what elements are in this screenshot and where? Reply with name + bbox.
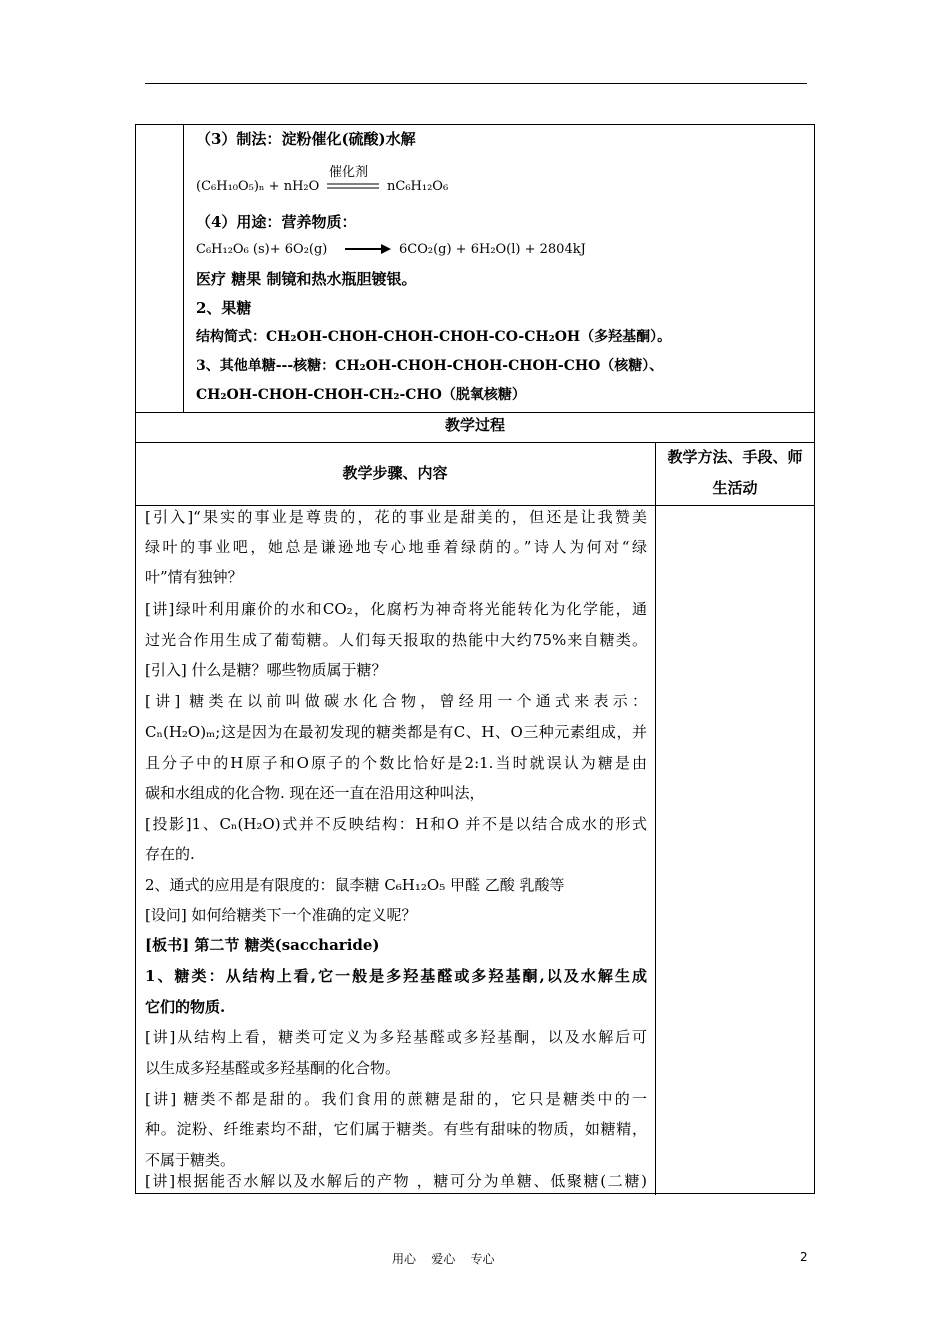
body-line: 过光合作用生成了葡萄糖。人们每天报取的热能中大约75%来自糖类。 [145,631,647,649]
body-line: 绿叶的事业吧，她总是谦逊地专心地垂着绿荫的。”诗人为何对“绿 [145,538,647,556]
teaching-process-header: 教学过程 [444,416,505,434]
body-line: 2、通式的应用是有限度的：鼠李糖 C₆H₁₂O₅ 甲醛 乙酸 乳酸等 [145,876,565,894]
catalyst-label: 催化剂 [329,165,369,180]
method-header-line1: 教学方法、手段、师 [667,448,803,466]
equation-left: (C₆H₁₀O₅)ₙ + nH₂O [196,179,320,194]
method-column-divider [655,442,656,1195]
method-header-line2: 生活动 [712,479,758,497]
applications-line: 医疗 糖果 制镜和热水瓶胆镀银。 [196,270,417,288]
body-line: [板书] 第二节 糖类(saccharide) [145,936,380,954]
row-divider [136,505,814,506]
body-line: 不属于糖类。 [145,1151,236,1169]
row-divider [136,442,814,443]
body-line: 碳和水组成的化合物. 现在还一直在沿用这种叫法， [145,784,485,802]
row-divider [136,412,814,413]
other-monosaccharides: 3、其他单糖---核糖：CH₂OH-CHOH-CHOH-CHOH-CHO（核糖）、 [196,358,664,374]
left-column-divider [183,125,184,412]
body-line: 1、糖类：从结构上看,它一般是多羟基醛或多羟基酮,以及水解生成 [145,967,647,985]
body-line: [讲] 糖类不都是甜的。我们食用的蔗糖是甜的，它只是糖类中的一 [145,1090,647,1108]
body-line: 且分子中的H原子和O原子的个数比恰好是2:1.当时就误认为糖是由 [145,754,647,772]
use-line: （4）用途：营养物质： [196,213,357,231]
body-line: [设问] 如何给糖类下一个准确的定义呢？ [145,906,417,924]
body-line: 它们的物质. [145,998,226,1016]
fructose-heading: 2、果糖 [196,299,252,317]
body-line: [讲] 糖类在以前叫做碳水化合物，曾经用一个通式来表示： [145,692,647,710]
equation-left: C₆H₁₂O₆ (s)+ 6O₂(g) [196,242,328,257]
deoxyribose-line: CH₂OH-CHOH-CHOH-CH₂-CHO（脱氧核糖） [196,387,526,403]
right-arrow-icon [345,243,391,255]
body-line: [引入]“果实的事业是尊贵的，花的事业是甜美的，但还是让我赞美 [145,508,647,526]
body-line: 存在的. [145,845,195,863]
body-line: Cₙ(H₂O)ₘ;这是因为在最初发现的糖类都是有C、H、O三种元素组成，并 [145,723,647,741]
body-line: 叶”情有独钟？ [145,568,243,586]
equation-right: nC₆H₁₂O₆ [387,179,449,194]
steps-content-header: 教学步骤、内容 [342,464,448,482]
body-line: [讲]根据能否水解以及水解后的产物 ，糖可分为单糖、低聚糖(二糖) [145,1172,647,1190]
body-line: 种。淀粉、纤维素均不甜，它们属于糖类。有些有甜味的物质，如糖精， [145,1120,647,1138]
equation-right: 6CO₂(g) + 6H₂O(l) + 2804kJ [399,242,586,257]
body-line: [讲]绿叶利用廉价的水和CO₂，化腐朽为神奇将光能转化为化学能，通 [145,600,647,618]
fructose-structure: 结构简式：CH₂OH-CHOH-CHOH-CHOH-CO-CH₂OH（多羟基酮）。 [196,329,672,345]
page-number: 2 [800,1250,808,1264]
method-line: （3）制法：淀粉催化(硫酸)水解 [196,130,416,148]
body-line: [引入] 什么是糖？哪些物质属于糖？ [145,661,387,679]
equals-arrow-icon [327,182,379,190]
body-line: [讲]从结构上看，糖类可定义为多羟基醛或多羟基酮，以及水解后可 [145,1028,647,1046]
header-rule [145,83,807,84]
body-line: [投影]1、Cₙ(H₂O)式并不反映结构：H和O 并不是以结合成水的形式 [145,815,647,833]
body-line: 以生成多羟基醛或多羟基酮的化合物。 [145,1059,401,1077]
footer-motto: 用心 爱心 专心 [392,1252,495,1266]
